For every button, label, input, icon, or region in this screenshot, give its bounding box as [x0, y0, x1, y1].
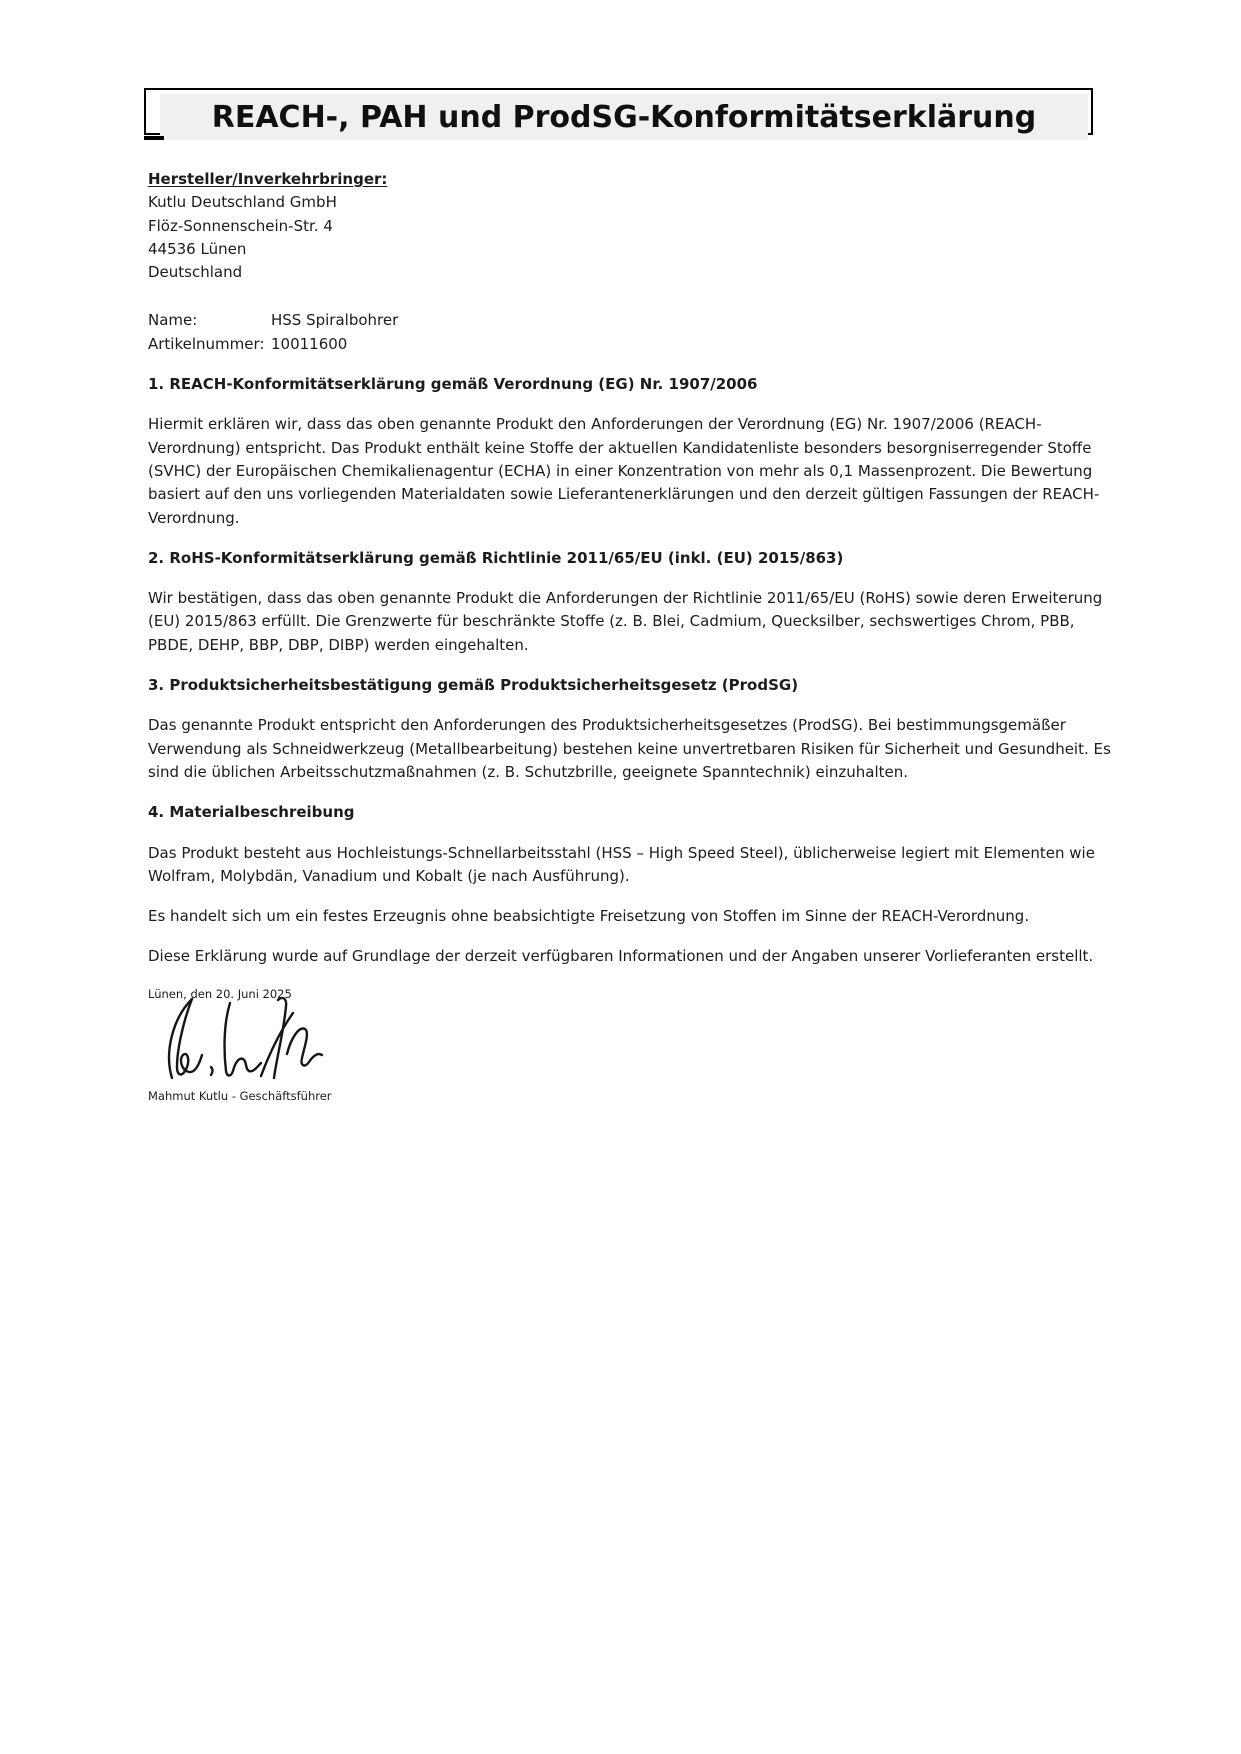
manufacturer-country: Deutschland [148, 263, 243, 282]
section-prodsg [148, 674, 1113, 784]
section-rohs [148, 547, 1113, 657]
manufacturer-street: Flöz-Sonnenschein-Str. 4 [148, 216, 333, 235]
manufacturer-block [148, 168, 1113, 284]
product-info-block [148, 309, 1113, 356]
section-reach [148, 373, 1113, 530]
signer-name-line: Mahmut Kutlu - Geschäftsführer [148, 1088, 332, 1103]
section-material-heading: 4. Materialbeschreibung [148, 803, 355, 822]
document-title: REACH-, PAH und ProdSG-Konformitätserklärung [211, 99, 1037, 135]
product-name-row [148, 309, 1113, 332]
manufacturer-company: Kutlu Deutschland GmbH [148, 193, 337, 212]
handwritten-signature-icon [166, 994, 331, 1084]
section-material-paragraph-1: Das Produkt besteht aus Hochleistungs-Schnellarbeitsstahl (HSS – High Speed Steel), üblicherweise legiert mit Elementen wie Wolfram, Molybdän, Vanadium und Kobalt (je nach Ausführung). [148, 843, 1095, 885]
document-content [148, 168, 1113, 1104]
manufacturer-city: 44536 Lünen [148, 239, 247, 258]
title-frame [144, 88, 1093, 135]
place-date-line: Lünen, den 20. Juni 2025 [148, 986, 292, 1001]
section-prodsg-paragraph: Das genannte Produkt entspricht den Anforderungen des Produktsicherheitsgesetzes (ProdSG). Bei bestimmungsgemäßer Verwendung als Schneidwerkzeug (Metallbearbeitung) bestehen keine unvertretbaren Risiken für Sicherheit und Gesundheit. Es sind die üblichen Arbeitsschutzmaßnahmen (z. B. Schutzbrille, geeignete Spanntechnik) einzuhalten. [148, 716, 1111, 781]
product-number-label: Artikelnummer: [148, 334, 265, 353]
section-rohs-paragraph: Wir bestätigen, dass das oben genannte Produkt die Anforderungen der Richtlinie 2011/65/EU (RoHS) sowie deren Erweiterung (EU) 2015/863 erfüllt. Die Grenzwerte für beschränkte Stoffe (z. B. Blei, Cadmium, Quecksilber, sechswertiges Chrom, PBB, PBDE, DEHP, BBP, DBP, DIBP) werden eingehalten. [148, 589, 1103, 654]
section-material-paragraph-2: Es handelt sich um ein festes Erzeugnis ohne beabsichtigte Freisetzung von Stoffen im Sinne der REACH-Verordnung. [148, 907, 1030, 926]
closing-paragraph: Diese Erklärung wurde auf Grundlage der derzeit verfügbaren Informationen und der Angaben unserer Vorlieferanten erstellt. [148, 947, 1094, 966]
product-name-label: Name: [148, 311, 198, 330]
section-reach-paragraph: Hiermit erklären wir, dass das oben genannte Produkt den Anforderungen der Verordnung (EG) Nr. 1907/2006 (REACH-Verordnung) entspricht. Das Produkt enthält keine Stoffe der aktuellen Kandidatenliste besonders besorgniserregender Stoffe (SVHC) der Europäischen Chemikalienagentur (ECHA) in einer Konzentration von mehr als 0,1 Massenprozent. Die Bewertung basiert auf den uns vorliegenden Materialdaten sowie Lieferantenerklärungen und den derzeit gültigen Fassungen der REACH-Verordnung. [148, 415, 1100, 527]
section-material [148, 801, 1113, 928]
product-number-row [148, 333, 1113, 356]
product-number-value: 10011600 [271, 334, 348, 353]
section-rohs-heading: 2. RoHS-Konformitätserklärung gemäß Richtlinie 2011/65/EU (inkl. (EU) 2015/863) [148, 548, 844, 567]
section-reach-heading: 1. REACH-Konformitätserklärung gemäß Verordnung (EG) Nr. 1907/2006 [148, 375, 758, 394]
product-name-value: HSS Spiralbohrer [271, 311, 399, 330]
title-bar [160, 94, 1088, 140]
section-prodsg-heading: 3. Produktsicherheitsbestätigung gemäß Produktsicherheitsgesetz (ProdSG) [148, 676, 799, 695]
signature-block [148, 986, 1113, 1104]
manufacturer-heading: Hersteller/Inverkehrbringer: [148, 170, 388, 188]
